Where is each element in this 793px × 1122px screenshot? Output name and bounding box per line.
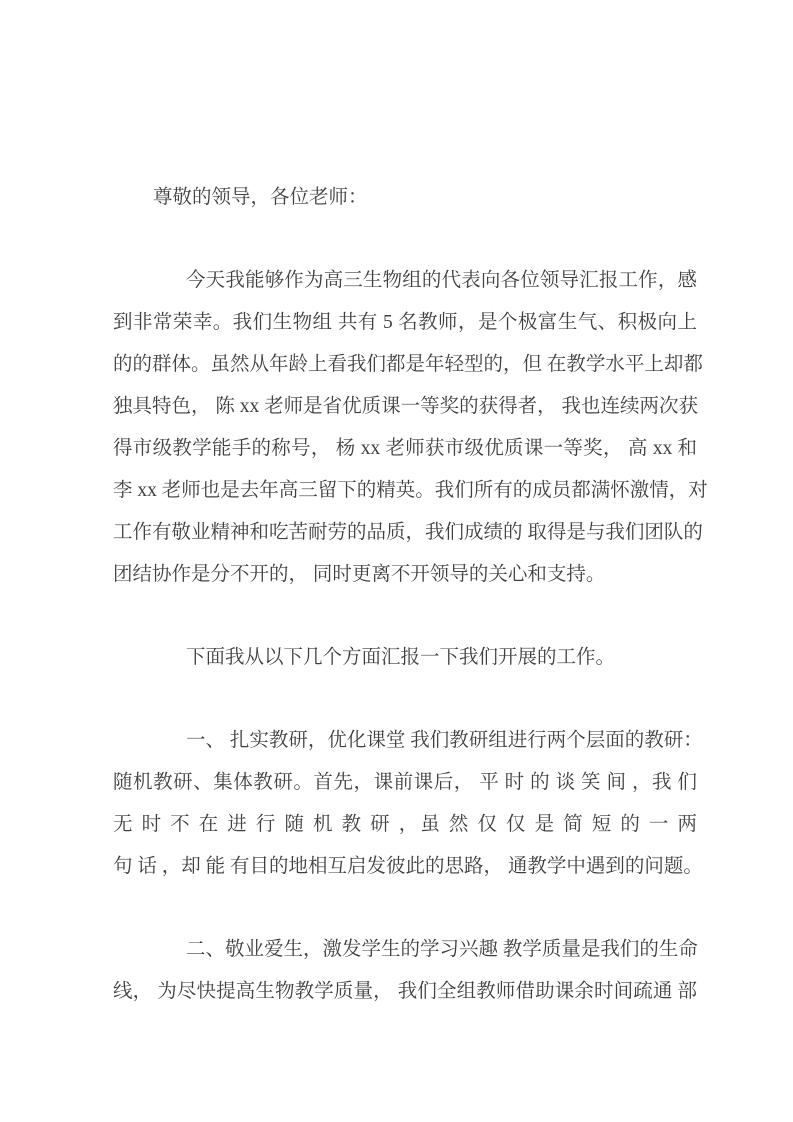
text-line: 线， 为尽快提高生物教学质量， 我们全组教师借助课余时间疏通 部 [113, 981, 697, 1002]
paragraph-intro [113, 260, 708, 596]
text-line: 到非常荣幸。我们生物组 共有 5 名教师，是个极富生气、积极向上 [113, 312, 697, 333]
text-line: 一、 扎实教研，优化课堂 我们教研组进行两个层面的教研： [186, 730, 703, 751]
paragraph-section-1 [113, 720, 703, 888]
salutation-line: 尊敬的领导，各位老师： [153, 187, 368, 208]
salutation-paragraph [113, 177, 697, 219]
text-line: 下面我从以下几个方面汇报一下我们开展的工作。 [186, 647, 616, 668]
text-line: 今天我能够作为高三生物组的代表向各位领导汇报工作，感 [186, 270, 697, 291]
text-line: 得市级教学能手的称号， 杨 xx 老师获市级优质课一等奖， 高 xx 和 [113, 438, 697, 459]
text-line: 的的群体。虽然从年龄上看我们都是年轻型的，但 在教学水平上却都 [113, 354, 703, 375]
text-line: 团结协作是分不开的， 同时更离不开领导的关心和支持。 [113, 564, 606, 585]
paragraph-transition [113, 637, 697, 679]
paragraph-section-2 [113, 929, 697, 1013]
document-content [113, 177, 708, 1013]
text-line: 随机教研、集体教研。首先，课前课后， 平 时 的 谈 笑 间 ，我 们 [113, 772, 697, 793]
text-line: 二、敬业爱生，激发学生的学习兴趣 教学质量是我们的生命 [186, 939, 698, 960]
text-line: 句 话 ，却 能 有目的地相互启发彼此的思路， 通教学中遇到的问题。 [113, 856, 703, 877]
text-line: 李 xx 老师也是去年高三留下的精英。我们所有的成员都满怀激情，对 [113, 480, 708, 501]
text-line: 独具特色， 陈 xx 老师是省优质课一等奖的获得者， 我也连续两次获 [113, 396, 699, 417]
text-line: 无 时 不 在 进 行 随 机 教 研 ，虽 然 仅 仅 是 简 短 的 一 两 [113, 814, 697, 835]
text-line: 工作有敬业精神和吃苦耐劳的品质，我们成绩的 取得是与我们团队的 [113, 522, 703, 543]
